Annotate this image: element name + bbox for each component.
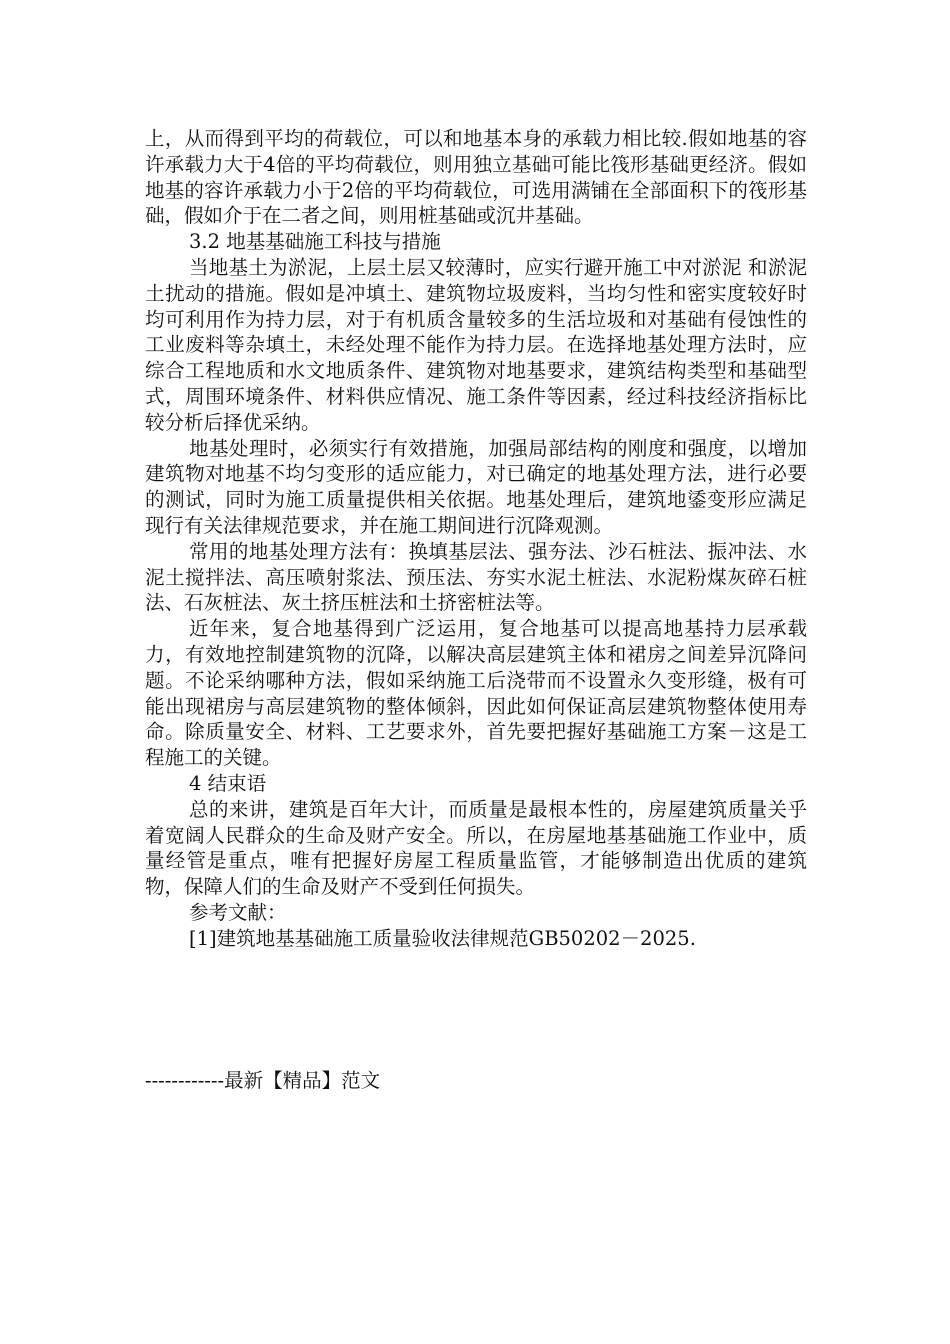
document-body: [145, 126, 807, 952]
paragraph-foundation-treatment: 地基处理时，必须实行有效措施，加强局部结构的刚度和强度，以增加建筑物对地基不均匀变形的适应能力，对已确定的地基处理方法，进行必要的测试，同时为施工质量提供相关依据。地基处理后，建筑地鋈变形应满足现行有关法律规范要求，并在施工期间进行沉降观测。: [145, 436, 807, 537]
paragraph-soft-soil-measures: 当地基土为淤泥，上层土层又较薄时，应实行避开施工中对淤泥 和淤泥土扰动的措施。假如是冲填土、建筑物垃圾废料，当均匀性和密实度较好时均可利用作为持力层，对于有机质含量较多的生活垃圾和对基础有侵蚀性的工业废料等杂填土，未经处理不能作为持力层。在选择地基处理方法时，应综合工程地质和水文地质条件、建筑物对地基要求，建筑结构类型和基础型式，周围环境条件、材料供应情况、施工条件等因素，经过科技经济指标比较分析后择优采纳。: [145, 255, 807, 434]
section-heading-conclusion: 4 结束语: [189, 771, 267, 795]
section-heading-3-2: 3.2 地基基础施工科技与措施: [189, 230, 441, 254]
paragraph-composite-foundation: 近年来，复合地基得到广泛运用，复合地基可以提高地基持力层承载力，有效地控制建筑物的沉降，以解决高层建筑主体和裙房之间差异沉降问题。不论采纳哪种方法，假如采纳施工后浇带而不设置永久变形缝，极有可能出现裙房与高层建筑物的整体倾斜，因此如何保证高层建筑物整体使用寿命。除质量安全、材料、工艺要求外，首先要把握好基础施工方案－这是工程施工的关键。: [145, 617, 807, 770]
references-heading: 参考文献：: [189, 900, 287, 924]
paragraph-treatment-methods: 常用的地基处理方法有：换填基层法、强夯法、沙石桩法、振冲法、水泥土搅拌法、高压喷射浆法、预压法、夯实水泥土桩法、水泥粉煤灰碎石桩法、石灰桩法、灰土挤压桩法和土挤密桩法等。: [145, 539, 807, 615]
footer-text: ------------最新【精品】范文: [145, 1069, 381, 1092]
paragraph-continuation: 上，从而得到平均的荷载位，可以和地基本身的承载力相比较.假如地基的容许承载力大于4倍的平均荷载位，则用独立基础可能比筏形基础更经济。假如地基的容许承载力小于2倍的平均荷载位，可选用满铺在全部面积下的筏形基础，假如介于在二者之间，则用桩基础或沉井基础。: [145, 127, 807, 228]
paragraph-conclusion: 总的来讲，建筑是百年大计，而质量是最根本性的，房屋建筑质量关乎着宽阔人民群众的生命及财产安全。所以，在房屋地基基础施工作业中，质量经管是重点，唯有把握好房屋工程质量监管，才能够制造出优质的建筑物，保障人们的生命及财产不受到任何损失。: [145, 797, 807, 899]
reference-item: [1]建筑地基基础施工质量验收法律规范GB50202－2025.: [189, 926, 696, 950]
